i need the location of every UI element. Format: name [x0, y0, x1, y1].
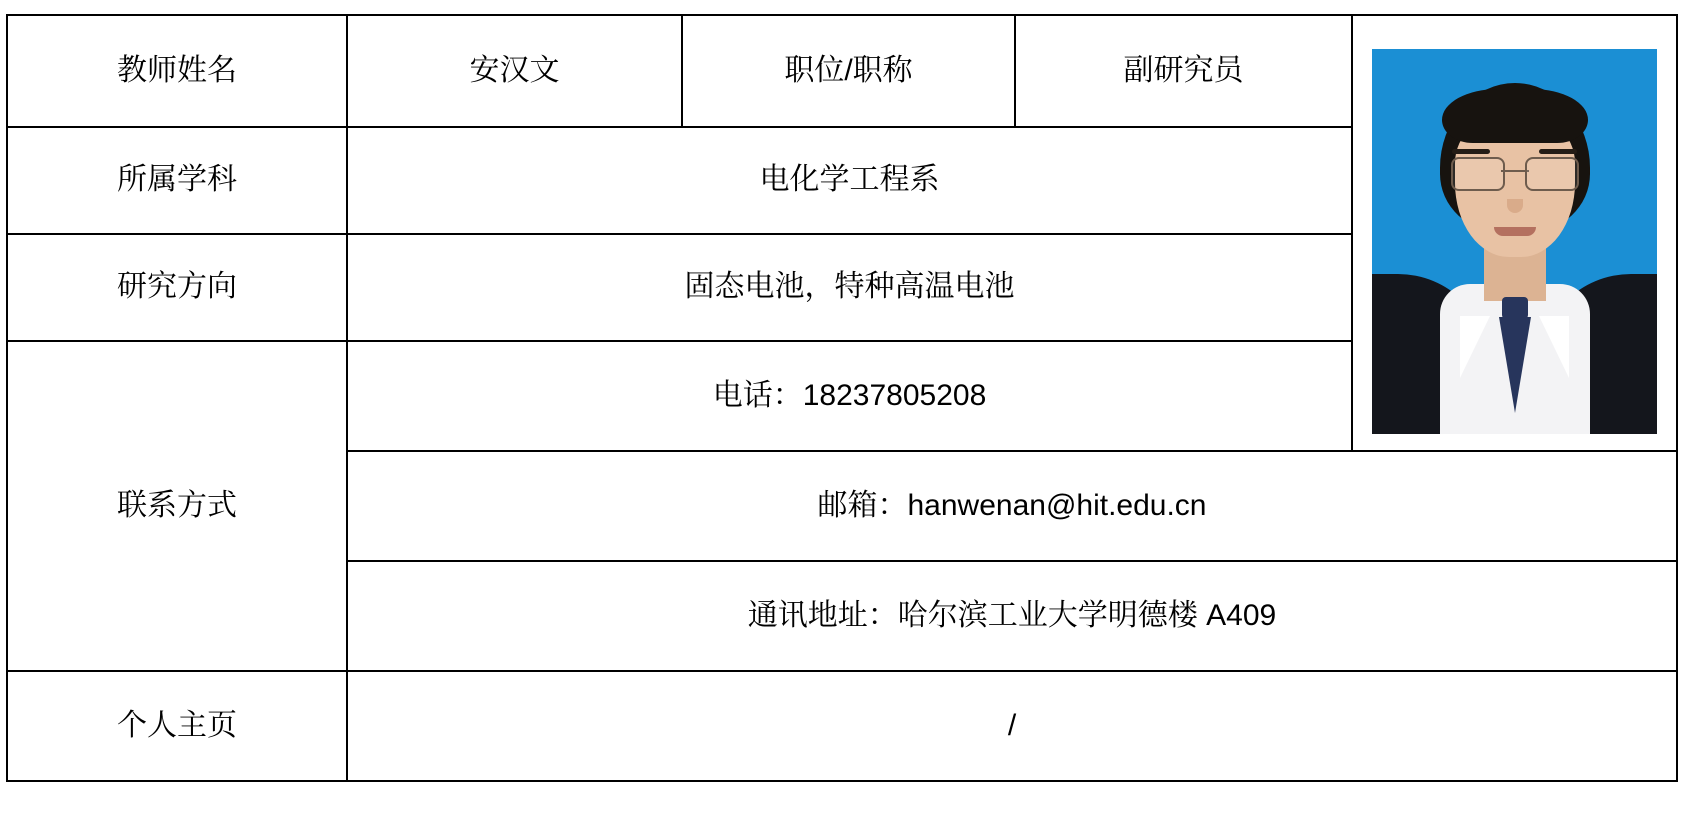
- portrait-photo: [1372, 49, 1657, 434]
- eyebrow-right-shape: [1539, 149, 1577, 154]
- collar-right-shape: [1539, 316, 1569, 378]
- name-value: 安汉文: [469, 53, 560, 87]
- cell-discipline-label: [7, 127, 347, 234]
- glasses-lens-right: [1525, 157, 1579, 191]
- cell-contact-label: [7, 341, 347, 671]
- research-label: 研究方向: [117, 270, 237, 304]
- contact-email: 邮箱：hanwenan@hit.edu.cn: [817, 488, 1207, 522]
- cell-homepage-label: [7, 671, 347, 781]
- table-row: [7, 671, 1677, 781]
- contact-phone: 电话：18237805208: [712, 378, 987, 412]
- contact-address: 通讯地址：哈尔滨工业大学明德楼 A409: [747, 598, 1277, 632]
- cell-contact-email: [347, 451, 1677, 561]
- mouth-shape: [1494, 227, 1536, 236]
- collar-left-shape: [1460, 316, 1490, 378]
- cell-research-label: [7, 234, 347, 341]
- cell-title-label: [682, 15, 1015, 127]
- cell-homepage-value: [347, 671, 1677, 781]
- cell-discipline-value: [347, 127, 1352, 234]
- cell-contact-phone: [347, 341, 1352, 451]
- teacher-profile-table: [6, 14, 1678, 782]
- title-value: 副研究员: [1123, 53, 1244, 87]
- table-row: [7, 15, 1677, 127]
- name-label: 教师姓名: [117, 53, 237, 87]
- cell-portrait-photo: [1352, 15, 1677, 451]
- cell-research-value: [347, 234, 1352, 341]
- tie-knot-shape: [1502, 297, 1528, 319]
- discipline-value: 电化学工程系: [759, 163, 940, 197]
- discipline-label: 所属学科: [117, 163, 237, 197]
- cell-name-value: [347, 15, 682, 127]
- cell-name-label: [7, 15, 347, 127]
- cell-title-value: [1015, 15, 1352, 127]
- homepage-value: /: [1007, 708, 1017, 742]
- eyebrow-left-shape: [1452, 149, 1490, 154]
- cell-contact-address: [347, 561, 1677, 671]
- homepage-label: 个人主页: [117, 708, 237, 742]
- tie-shape: [1499, 317, 1531, 413]
- glasses-lens-left: [1451, 157, 1505, 191]
- fringe-shape: [1442, 89, 1588, 143]
- glasses-icon: [1451, 157, 1579, 187]
- title-label: 职位/职称: [784, 53, 913, 87]
- research-value: 固态电池，特种高温电池: [684, 270, 1015, 304]
- contact-label: 联系方式: [117, 488, 237, 522]
